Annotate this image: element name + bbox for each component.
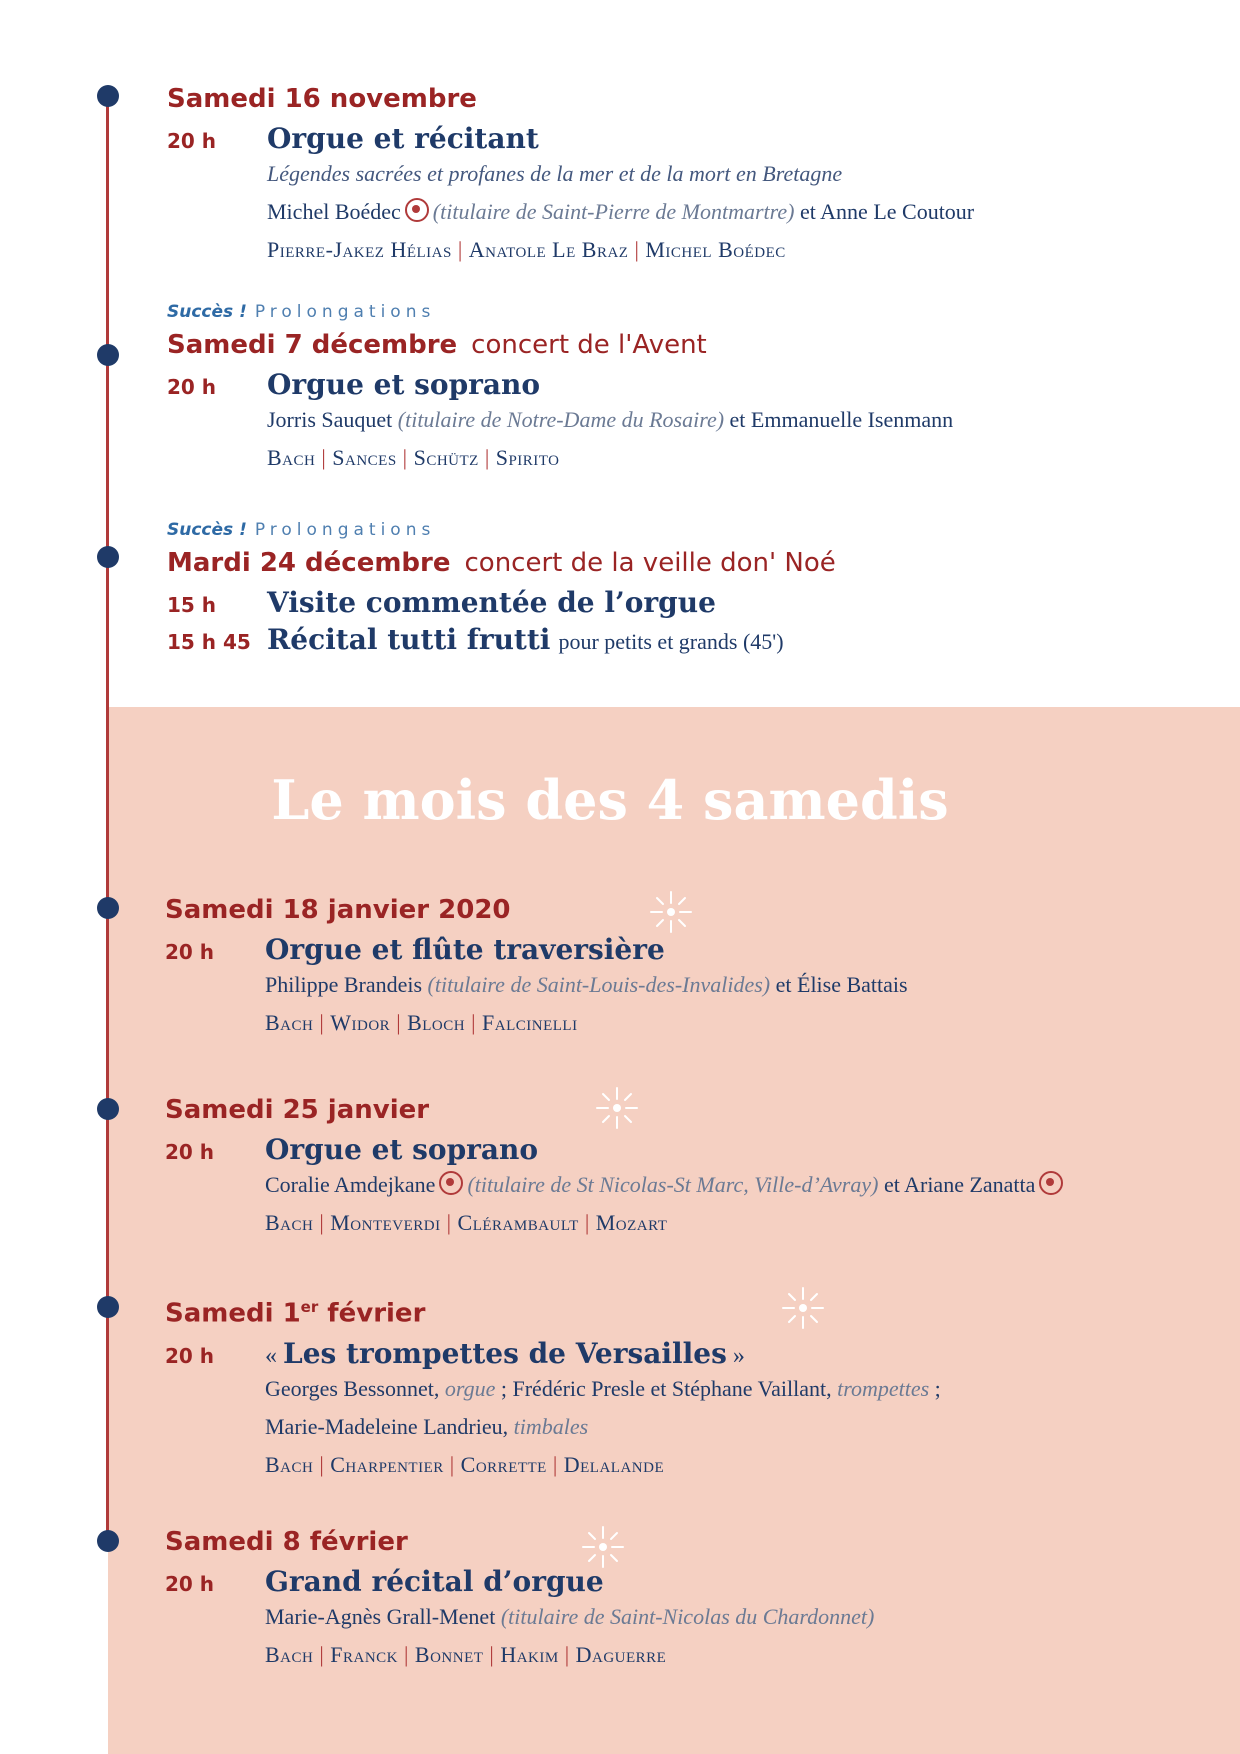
organ-icon: [405, 198, 429, 222]
composer: Michel Boédec: [645, 237, 786, 262]
composer: Bach: [267, 445, 316, 470]
separator: |: [396, 1010, 402, 1035]
timeline-dot: [97, 1098, 119, 1120]
performer-name: Jorris Sauquet: [267, 407, 393, 432]
event-performers: [265, 1598, 874, 1636]
succes-label: Succès !: [167, 302, 247, 322]
event-title: Orgue et soprano: [267, 368, 541, 401]
performer-name: ; Frédéric Presle et Stéphane Vaillant,: [500, 1375, 832, 1401]
composer: Falcinelli: [482, 1010, 578, 1035]
performer-note: (titulaire de Saint-Pierre de Montmartre): [432, 199, 795, 224]
event-title: Orgue et récitant: [267, 122, 539, 155]
timeline-dot: [97, 344, 119, 366]
composers-list: [265, 1004, 908, 1042]
composer: Bach: [265, 1010, 314, 1035]
event-performers: [265, 1166, 1067, 1204]
performer-name: Philippe Brandeis: [265, 972, 423, 997]
date-superscript: er: [300, 1298, 319, 1316]
performer-name: Georges Bessonnet,: [265, 1375, 440, 1401]
event-performers: [265, 966, 908, 1004]
composer: Widor: [330, 1010, 391, 1035]
event-title: Grand récital d’orgue: [265, 1565, 604, 1598]
composer: Corrette: [460, 1451, 547, 1477]
separator: |: [564, 1642, 570, 1667]
event-performers: [265, 1370, 941, 1408]
composer: Daguerre: [575, 1642, 667, 1667]
timeline-dot: [97, 1530, 119, 1552]
event-title: Visite commentée de l’orgue: [267, 586, 716, 619]
event-title-aside: pour petits et grands (45'): [558, 629, 784, 654]
singer-icon: [1039, 1171, 1063, 1195]
event-16-novembre: [167, 82, 974, 269]
performer-name: Marie-Agnès Grall-Menet: [265, 1604, 496, 1629]
event-date: [167, 328, 953, 362]
event-time: 15 h 45: [167, 630, 251, 654]
event-time: 20 h: [167, 129, 217, 153]
performer-name: Coralie Amdejkane: [265, 1172, 436, 1197]
event-24-decembre: [167, 520, 836, 656]
event-title: Orgue et flûte traversière: [265, 933, 665, 966]
quote-open: «: [265, 1342, 283, 1369]
succes-label: Succès !: [167, 520, 247, 540]
quote-close: »: [726, 1342, 745, 1369]
event-time: 15 h: [167, 593, 217, 617]
separator: |: [402, 445, 408, 470]
date-text: Samedi 1: [165, 1298, 301, 1329]
title-text: Les trompettes de Versailles: [283, 1336, 727, 1370]
separator: |: [404, 1642, 409, 1667]
event-date: Samedi 16 novembre: [167, 84, 477, 114]
performer-note: (titulaire de Saint-Louis-des-Invalides): [427, 972, 771, 997]
composers-list: [265, 1446, 941, 1484]
separator: |: [471, 1010, 477, 1035]
event-date: [165, 1290, 941, 1331]
composer: Bach: [265, 1642, 314, 1667]
composer: Bach: [265, 1451, 314, 1477]
composer: Bloch: [407, 1010, 466, 1035]
timeline-dot: [97, 546, 119, 568]
composer: Charpentier: [330, 1451, 444, 1477]
timeline-dot: [97, 85, 119, 107]
date-subtitle: concert de la veille don' Noé: [464, 548, 836, 578]
separator: |: [319, 1642, 325, 1667]
composer: Hakim: [500, 1642, 559, 1667]
punctuation: ;: [934, 1375, 941, 1401]
composer: Bonnet: [414, 1642, 484, 1667]
separator: |: [552, 1451, 558, 1477]
event-time: 20 h: [165, 1343, 215, 1368]
separator: |: [634, 237, 640, 262]
singer-icon: [439, 1171, 463, 1195]
succes-banner: [167, 520, 836, 540]
composer: Pierre-Jakez Hélias: [267, 237, 452, 262]
event-time: 20 h: [165, 940, 215, 964]
event-title: Orgue et soprano: [265, 1133, 539, 1166]
event-time: 20 h: [165, 1140, 215, 1164]
separator: |: [484, 445, 490, 470]
performer-note: (titulaire de St Nicolas-St Marc, Ville-d’Avray): [467, 1172, 879, 1197]
event-performers: [265, 1408, 941, 1446]
composer: Monteverdi: [330, 1210, 441, 1235]
composer: Schütz: [413, 445, 479, 470]
separator: |: [446, 1210, 452, 1235]
composers-list: [265, 1204, 1067, 1242]
event-subtitle: Légendes sacrées et profanes de la mer et de la mort en Bretagne: [267, 161, 843, 186]
performer-name: et Ariane Zanatta: [883, 1172, 1036, 1197]
composer: Anatole Le Braz: [468, 237, 629, 262]
separator: |: [321, 445, 327, 470]
composers-list: [267, 231, 974, 269]
event-date: Samedi 25 janvier: [165, 1095, 430, 1125]
event-8-fevrier: [165, 1525, 874, 1674]
composers-list: [267, 439, 953, 477]
event-date: Samedi 8 février: [165, 1527, 408, 1557]
timeline-dot: [97, 897, 119, 919]
instrument: orgue: [444, 1375, 496, 1401]
performer-note: (titulaire de Notre-Dame du Rosaire): [397, 407, 725, 432]
composer: Clérambault: [457, 1210, 579, 1235]
prolongations-label: Prolongations: [254, 302, 436, 322]
date-text: février: [318, 1298, 426, 1329]
separator: |: [449, 1451, 455, 1477]
performer-name: et Emmanuelle Isenmann: [729, 407, 954, 432]
composer: Sances: [332, 445, 397, 470]
separator: |: [319, 1451, 325, 1477]
instrument: timbales: [513, 1413, 589, 1439]
date-text: Samedi 7 décembre: [167, 330, 458, 360]
separator: |: [319, 1210, 325, 1235]
composer: Delalande: [563, 1451, 665, 1477]
composer: Mozart: [595, 1210, 668, 1235]
composer: Bach: [265, 1210, 314, 1235]
separator: |: [457, 237, 463, 262]
performer-name: et Anne Le Coutour: [800, 199, 975, 224]
event-time: 20 h: [165, 1572, 215, 1596]
instrument: trompettes: [837, 1375, 930, 1401]
separator: |: [584, 1210, 590, 1235]
event-title: [265, 1337, 745, 1370]
event-7-decembre: [167, 302, 953, 477]
event-25-janvier: [165, 1093, 1067, 1242]
event-18-janvier: [165, 893, 908, 1042]
performer-name: Michel Boédec: [267, 199, 401, 224]
performer-note: (titulaire de Saint-Nicolas du Chardonnet): [500, 1604, 875, 1629]
composers-list: [265, 1636, 874, 1674]
event-performers: [267, 193, 974, 231]
composer: Spirito: [495, 445, 560, 470]
prolongations-label: Prolongations: [254, 520, 436, 540]
section-title: Le mois des 4 samedis: [271, 768, 949, 832]
performer-name: Marie-Madeleine Landrieu,: [265, 1413, 509, 1439]
timeline-dot: [97, 1296, 119, 1318]
separator: |: [319, 1010, 325, 1035]
event-date: [167, 546, 836, 580]
composer: Franck: [330, 1642, 398, 1667]
event-title: Récital tutti frutti: [267, 623, 551, 656]
event-time: 20 h: [167, 375, 217, 399]
event-1er-fevrier: [165, 1290, 941, 1484]
separator: |: [489, 1642, 495, 1667]
succes-banner: [167, 302, 953, 322]
date-text: Mardi 24 décembre: [167, 548, 451, 578]
event-date: Samedi 18 janvier 2020: [165, 895, 511, 925]
event-performers: [267, 401, 953, 439]
performer-name: et Élise Battais: [775, 972, 908, 997]
date-subtitle: concert de l'Avent: [471, 330, 707, 360]
